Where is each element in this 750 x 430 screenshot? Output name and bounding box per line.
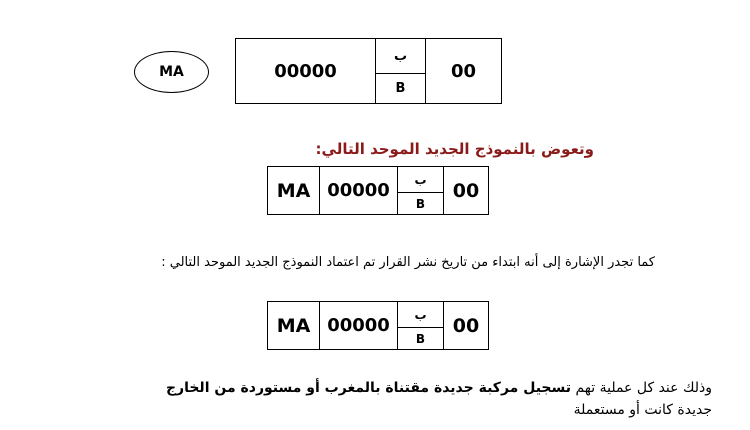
plate-number: 00000	[236, 39, 376, 103]
plate-letter-box	[398, 167, 444, 214]
plate-letter-arabic: ب	[398, 167, 443, 193]
plate-region: 00	[452, 179, 480, 202]
plate-letter-latin: B	[395, 81, 406, 96]
plate-country-code: MA	[268, 302, 320, 349]
final-paragraph	[132, 377, 712, 421]
notice-paragraph: كما تجدر الإشارة إلى أنه ابتداء من تاريخ نشر القرار تم اعتماد النموذج الجديد الموحد التالي :	[161, 255, 655, 270]
plate-region: 00	[450, 60, 477, 82]
plate-letter-arabic: ب	[376, 39, 425, 74]
plate-region: 00	[452, 314, 480, 337]
plate-letter-box	[398, 302, 444, 349]
old-plate	[235, 38, 502, 104]
country-oval	[134, 51, 209, 93]
final-paragraph-tail: جديدة كانت أو مستعملة	[573, 402, 712, 418]
plate-letter-box	[376, 39, 426, 103]
plate-letter-latin: B	[415, 331, 426, 346]
plate-number: 00000	[320, 167, 398, 214]
plate-number: 00000	[320, 302, 398, 349]
plate-letter-latin: B	[415, 196, 426, 211]
new-plate-2	[267, 301, 489, 350]
subtitle-new-model: وتعوض بالنموذج الجديد الموحد التالي:	[315, 140, 594, 158]
country-code: MA	[159, 64, 184, 80]
new-plate-1	[267, 166, 489, 215]
plate-letter-arabic: ب	[398, 302, 443, 328]
final-paragraph-emphasis: تسجيل مركبة جديدة مقتناة بالمغرب أو مستوردة من الخارج	[165, 380, 572, 396]
plate-country-code: MA	[268, 167, 320, 214]
final-paragraph-lead: وذلك عند كل عملية تهم	[571, 380, 712, 396]
